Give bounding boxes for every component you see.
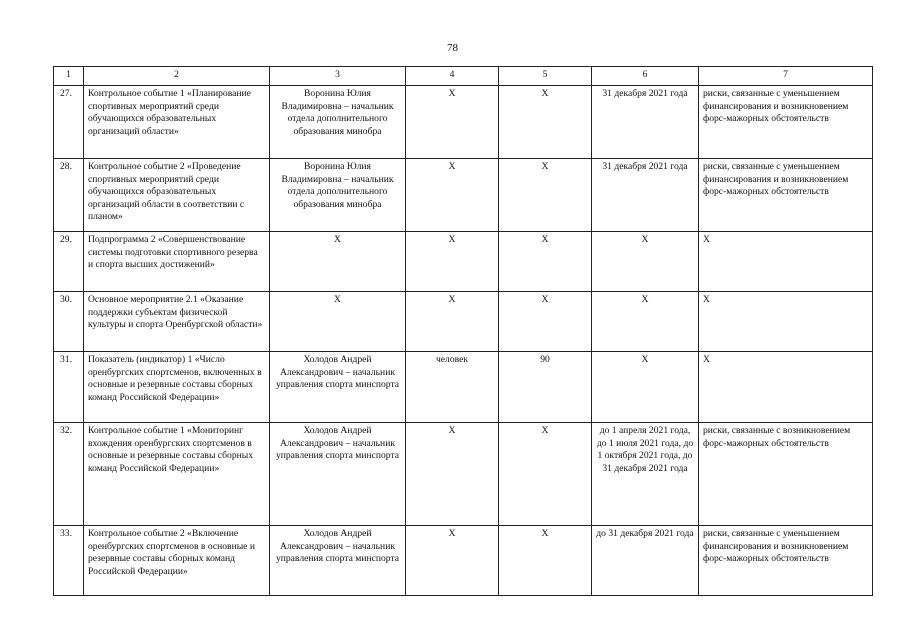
row-number: 33. [54,526,84,596]
indicator-value: Х [499,526,592,596]
event-name: Показатель (индикатор) 1 «Число оренбургских спортсменов, включенных в основные и резервные составы сборных команд Российской Федерации» [84,352,270,423]
responsible-person: Воронина Юлия Владимировна – начальник отдела дополнительного образования минобра [270,86,406,159]
responsible-person: Воронина Юлия Владимировна – начальник отдела дополнительного образования минобра [270,159,406,232]
table-row [54,423,873,526]
unit-of-measure: Х [406,232,499,292]
indicator-value: Х [499,86,592,159]
row-number: 31. [54,352,84,423]
risk-description: риски, связанные с уменьшением финансирования и возникновением форс-мажорных обстоятельств [699,526,873,596]
event-name: Основное мероприятие 2.1 «Оказание поддержки субъектам физической культуры и спорта Оренбургской области» [84,292,270,352]
deadline: 31 декабря 2021 года [592,159,699,232]
table-row [54,159,873,232]
column-number: 7 [699,67,873,86]
deadline: до 1 апреля 2021 года, до 1 июля 2021 года, до 1 октября 2021 года, до 31 декабря 2021 года [592,423,699,526]
event-name: Контрольное событие 1 «Планирование спортивных мероприятий среди обучающихся образовательных организаций области» [84,86,270,159]
indicator-value: Х [499,292,592,352]
risk-description: Х [699,232,873,292]
responsible-person: Х [270,232,406,292]
deadline: 31 декабря 2021 года [592,86,699,159]
risk-description: риски, связанные с возникновением форс-мажорных обстоятельств [699,423,873,526]
row-number: 32. [54,423,84,526]
table-row [54,232,873,292]
deadline: Х [592,232,699,292]
column-number: 1 [54,67,84,86]
unit-of-measure: человек [406,352,499,423]
column-number: 5 [499,67,592,86]
event-name: Контрольное событие 2 «Включение оренбургских спортсменов в основные и резервные составы сборных команд Российской Федерации» [84,526,270,596]
row-number: 29. [54,232,84,292]
unit-of-measure: Х [406,526,499,596]
unit-of-measure: Х [406,292,499,352]
column-number: 4 [406,67,499,86]
deadline: до 31 декабря 2021 года [592,526,699,596]
column-number: 6 [592,67,699,86]
risk-description: риски, связанные с уменьшением финансирования и возникновением форс-мажорных обстоятельств [699,86,873,159]
event-name: Подпрограмма 2 «Совершенствование системы подготовки спортивного резерва и спорта высших достижений» [84,232,270,292]
row-number: 30. [54,292,84,352]
plan-table [53,66,873,596]
responsible-person: Холодов Андрей Александрович – начальник управления спорта минспорта [270,352,406,423]
unit-of-measure: Х [406,423,499,526]
column-number: 2 [84,67,270,86]
responsible-person: Х [270,292,406,352]
column-number: 3 [270,67,406,86]
column-number-row [54,67,873,86]
page-number: 78 [447,42,458,54]
deadline: Х [592,292,699,352]
unit-of-measure: Х [406,159,499,232]
responsible-person: Холодов Андрей Александрович – начальник управления спорта минспорта [270,423,406,526]
table-row [54,526,873,596]
indicator-value: Х [499,232,592,292]
table-row [54,86,873,159]
unit-of-measure: Х [406,86,499,159]
responsible-person: Холодов Андрей Александрович – начальник управления спорта минспорта [270,526,406,596]
risk-description: Х [699,352,873,423]
table-row [54,292,873,352]
indicator-value: Х [499,159,592,232]
indicator-value: Х [499,423,592,526]
risk-description: Х [699,292,873,352]
risk-description: риски, связанные с уменьшением финансирования и возникновением форс-мажорных обстоятельств [699,159,873,232]
row-number: 28. [54,159,84,232]
deadline: Х [592,352,699,423]
event-name: Контрольное событие 2 «Проведение спортивных мероприятий среди обучающихся образовательных организаций области в соответствии с планом» [84,159,270,232]
event-name: Контрольное событие 1 «Мониторинг вхождения оренбургских спортсменов в основные и резервные составы сборных команд Российской Федерации» [84,423,270,526]
row-number: 27. [54,86,84,159]
indicator-value: 90 [499,352,592,423]
table-row [54,352,873,423]
